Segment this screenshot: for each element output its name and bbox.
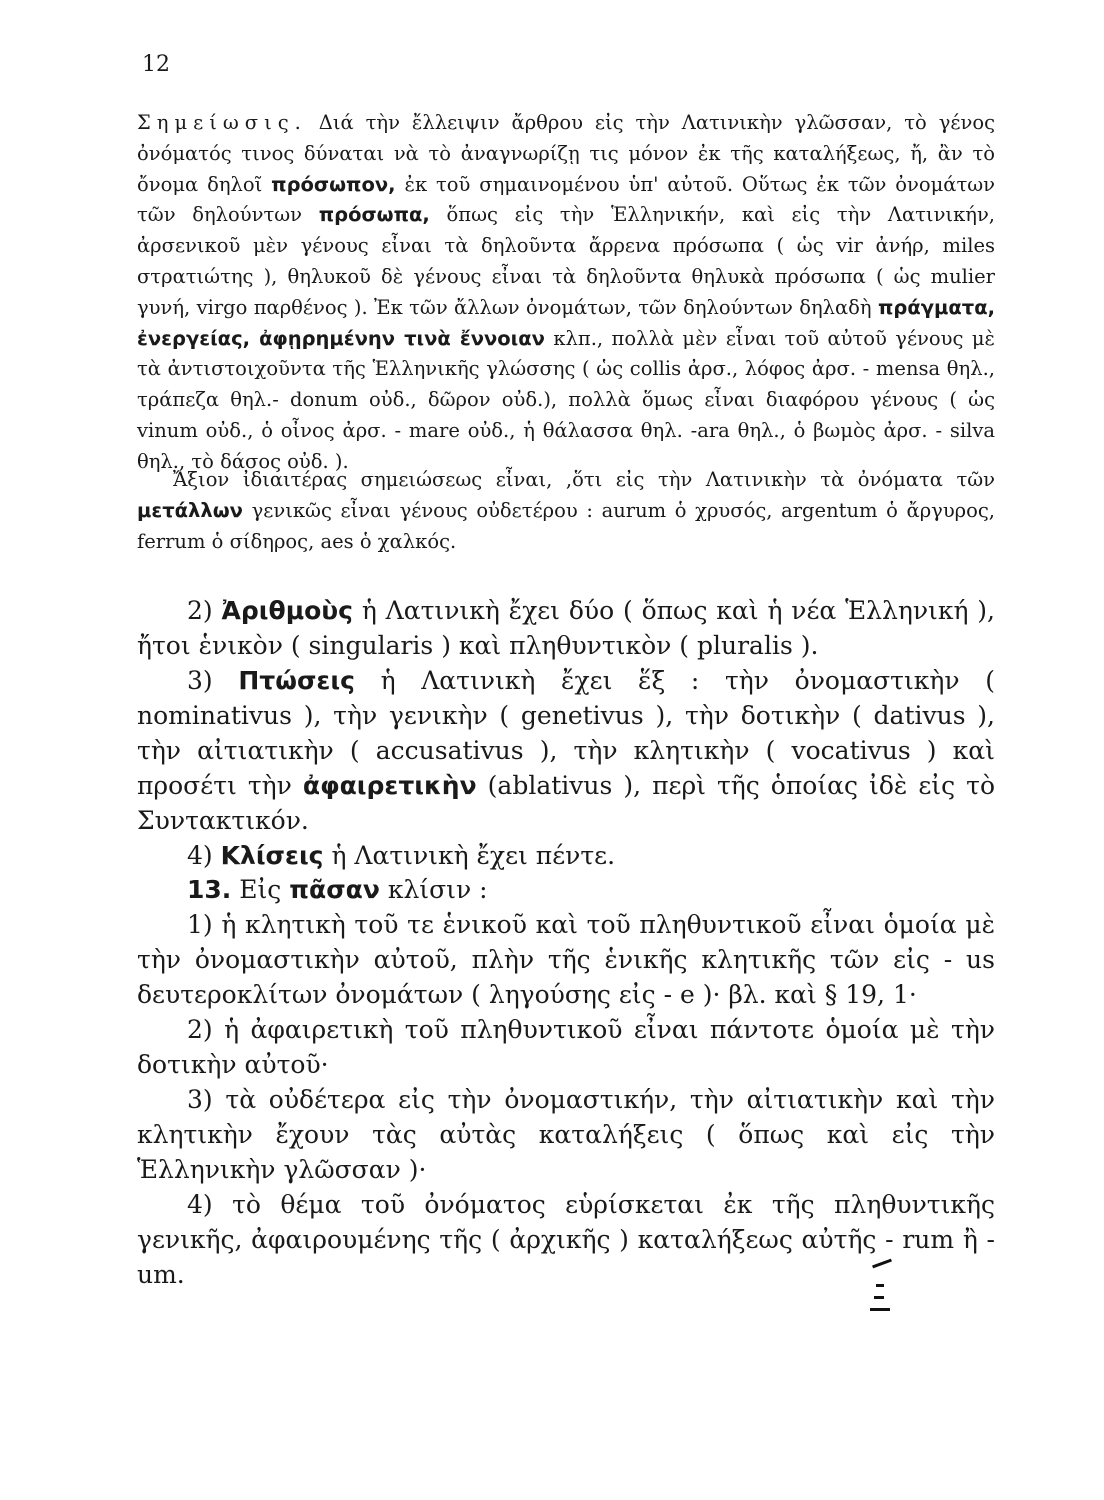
section-13-heading (137, 872, 995, 907)
note-label: Σημείωσις. (137, 111, 307, 134)
note-text: Διά τὴν ἔλλειψιν ἄρθρου εἰς τὴν Λατινικὴν γλῶσσαν, τὸ γένος ὀνόματός τινος δύναται νὰ τὸ ἀναγνωρίζῃ τις μόνον ἐκ τῆς καταλήξεως, ἤ, ἂν τὸ ὄνομα δηλοῖ (137, 111, 995, 196)
rule-item (137, 1082, 995, 1187)
section-number: 13. (187, 875, 232, 904)
note-bold: πρόσωπον, (271, 172, 396, 196)
note-text: Ἄξιον ἰδιαιτέρας σημειώσεως εἶναι, ,ὅτι εἰς τὴν Λατινικὴν τὰ ὀνόματα τῶν (173, 468, 995, 491)
note-text: ὅπως εἰς τὴν Ἑλληνικήν, καὶ εἰς τὴν Λατινικήν, ἀρσενικοῦ μὲν γένους εἶναι τὰ δηλοῦντα ἄρρενα πρόσωπα ( ὡς vir ἀνήρ, miles στρατιώτης ), θηλυκοῦ δὲ γένους εἶναι τὰ δηλοῦντα θηλυκὰ πρόσωπα ( ὡς mulier γυνή, virgo παρθένος ). Ἐκ τῶν ἄλλων ὀνομάτων, τῶν δηλούντων δηλαδὴ (137, 203, 995, 319)
section-bold: Κλίσεις (220, 841, 324, 870)
rule-item (137, 1012, 995, 1082)
sections-2-4 (137, 593, 995, 873)
rule-text: τὰ οὐδέτερα εἰς τὴν ὀνομαστικήν, τὴν αἰτιατικὴν καὶ τὴν κλητικὴν ἔχουν τὰς αὐτὰς καταλήξεις ( ὅπως καὶ εἰς τὴν Ἑλληνικὴν γλῶσσαν )· (137, 1085, 995, 1184)
note-bold: μετάλλων (137, 498, 243, 522)
section-13 (137, 872, 995, 1292)
section-text: ἡ Λατινικὴ ἔχει δύο ( ὅπως καὶ ἡ νέα Ἑλληνική ), ἤτοι ἑνικὸν ( singularis ) καὶ πληθυντικὸν ( pluralis ). (137, 596, 995, 660)
rule-text: ἡ κλητικὴ τοῦ τε ἑνικοῦ καὶ τοῦ πληθυντικοῦ εἶναι ὁμοία μὲ τὴν ὀνομαστικὴν αὐτοῦ, πλὴν τῆς ἑνικῆς κλητικῆς τῶν εἰς - us δευτεροκλίτων ὀνομάτων ( ληγούσης εἰς - e )· βλ. καὶ § 19, 1· (137, 910, 995, 1009)
section-bold: Πτώσεις (238, 666, 355, 695)
ink-mark (874, 1296, 884, 1299)
ink-mark (870, 1308, 890, 1311)
section-text: Εἰς (231, 875, 290, 904)
note-block-metals (137, 465, 995, 557)
note-bold: πρόσωπα, (318, 203, 430, 227)
section-number: 4) (187, 841, 213, 870)
section-text: κλίσιν : (379, 875, 488, 904)
section-number: 3) (187, 666, 213, 695)
rule-text: τὸ θέμα τοῦ ὀνόματος εὑρίσκεται ἐκ τῆς πληθυντικῆς γενικῆς, ἀφαιρουμένης τῆς ( ἀρχικῆς ) καταλήξεως αὐτῆς - rum ἢ - um. (137, 1190, 995, 1289)
page-number: 12 (142, 52, 170, 77)
note-text: ἐκ τοῦ σημαινομένου ὑπ' αὐτοῦ. Οὕτως ἐκ τῶν ὀνομάτων τῶν δηλούντων (137, 172, 995, 227)
note-paragraph-metals (137, 465, 995, 557)
rule-item (137, 907, 995, 1012)
note-text: κλπ., πολλὰ μὲν εἶναι τοῦ αὐτοῦ γένους μὲ τὰ ἀντιστοιχοῦντα τῆς Ἑλληνικῆς γλώσσης ( ὡς collis ἀρσ., λόφος ἀρσ. - mensa θηλ., τράπεζα θηλ.- donum οὐδ., δῶρον οὐδ.), πολλὰ ὅμως εἶναι διαφόρου γένους ( ὡς vinum οὐδ., ὁ οἶνος ἀρσ. - mare οὐδ., ἡ θάλασσα θηλ. -ara θηλ., ὁ βωμὸς ἀρσ. - silva θηλ., τὸ δάσος οὐδ. ). (137, 326, 995, 473)
rule-number: 4) (187, 1190, 213, 1219)
note-text: γενικῶς εἶναι γένους οὐδετέρου : aurum ὁ χρυσός, argentum ὁ ἄργυρος, ferrum ὁ σίδηρος, aes ὁ χαλκός. (137, 498, 995, 553)
section-text: (ablativus ), περὶ τῆς ὁποίας ἰδὲ εἰς τὸ Συντακτικόν. (137, 771, 996, 835)
ink-mark (876, 1284, 884, 1287)
rule-text: ἡ ἀφαιρετικὴ τοῦ πληθυντικοῦ εἶναι πάντοτε ὁμοία μὲ τὴν δοτικὴν αὐτοῦ· (137, 1015, 995, 1079)
rule-number: 3) (187, 1085, 213, 1114)
section-bold: πᾶσαν (289, 875, 380, 904)
section-bold: ἀφαιρετικὴν (302, 771, 477, 800)
section-number: 2) (187, 596, 213, 625)
section-2 (137, 593, 995, 663)
section-bold: Ἀριθμοὺς (221, 596, 353, 625)
rule-number: 1) (187, 910, 213, 939)
section-text: ἡ Λατινικὴ ἔχει πέντε. (323, 841, 616, 870)
section-text: ἡ Λατινικὴ ἔχει ἕξ : τὴν ὀνομαστικὴν ( nominativus ), τὴν γενικὴν ( genetivus ), τὴν δοτικὴν ( dativus ), τὴν αἰτιατικὴν ( accusativus ), τὴν κλητικὴν ( vocativus ) καὶ προσέτι τὴν (137, 666, 995, 800)
note-bold: πράγματα, ἐνεργείας, ἀφῃρημένην τινὰ ἔννοιαν (137, 295, 995, 350)
rule-item (137, 1187, 995, 1292)
section-4 (137, 838, 995, 873)
section-3 (137, 663, 995, 838)
note-block (137, 108, 995, 478)
rule-number: 2) (187, 1015, 213, 1044)
note-paragraph (137, 108, 995, 478)
